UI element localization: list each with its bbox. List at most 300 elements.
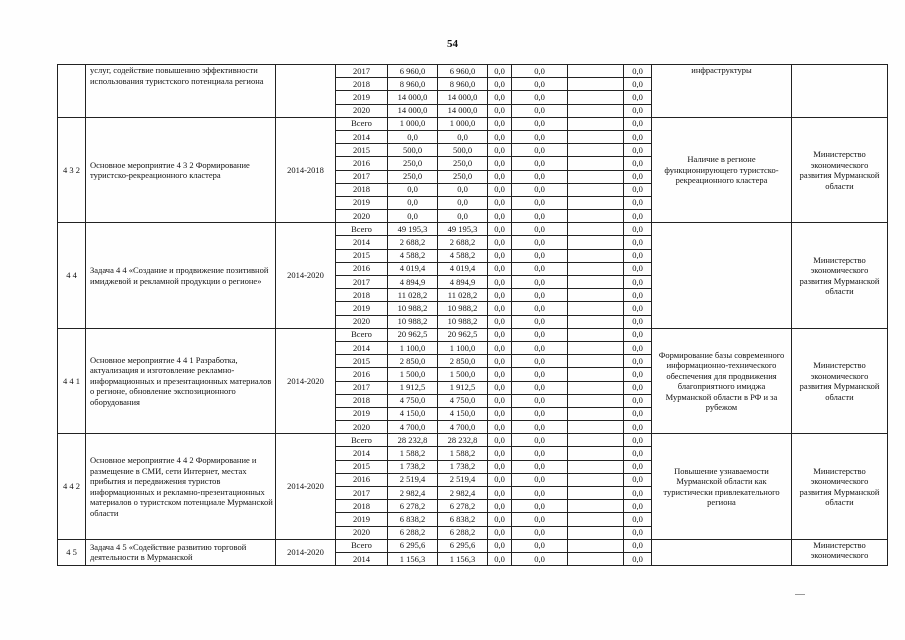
extra-budget-cell: 0,0 [624,302,652,315]
extra-budget-cell: 0,0 [624,144,652,157]
federal-budget-cell: 0,0 [488,368,512,381]
total-cell: 1 912,5 [388,381,438,394]
regional-budget-cell: 14 000,0 [438,91,488,104]
year-cell: 2019 [336,513,388,526]
spacer-cell [568,328,624,341]
table-row [58,117,888,130]
total-cell: 6 838,2 [388,513,438,526]
spacer-cell [568,262,624,275]
regional-budget-cell: 6 960,0 [438,65,488,78]
federal-budget-cell: 0,0 [488,117,512,130]
local-budget-cell: 0,0 [512,368,568,381]
local-budget-cell: 0,0 [512,381,568,394]
spacer-cell [568,223,624,236]
total-cell: 6 278,2 [388,500,438,513]
measure-code-cell: 4 4 2 [58,434,86,540]
federal-budget-cell: 0,0 [488,170,512,183]
total-cell: 0,0 [388,196,438,209]
spacer-cell [568,144,624,157]
expected-result-cell [652,539,792,565]
period-cell: 2014-2020 [276,328,336,434]
total-cell: 28 232,8 [388,434,438,447]
table-row [58,328,888,341]
total-cell: 6 288,2 [388,526,438,539]
year-cell: 2017 [336,487,388,500]
local-budget-cell: 0,0 [512,552,568,565]
local-budget-cell: 0,0 [512,65,568,78]
total-cell: 11 028,2 [388,289,438,302]
year-cell: 2015 [336,460,388,473]
regional-budget-cell: 6 295,6 [438,539,488,552]
total-cell: 4 150,0 [388,407,438,420]
total-cell: 1 100,0 [388,341,438,354]
measure-name-cell: услуг, содействие повышению эффективности использования туристского потенциала региона [86,65,276,118]
federal-budget-cell: 0,0 [488,355,512,368]
executor-cell: Министерство экономического развития Мурманской области [792,328,888,434]
local-budget-cell: 0,0 [512,130,568,143]
extra-budget-cell: 0,0 [624,78,652,91]
federal-budget-cell: 0,0 [488,552,512,565]
total-cell: 2 519,4 [388,473,438,486]
spacer-cell [568,302,624,315]
total-cell: 1 000,0 [388,117,438,130]
spacer-cell [568,355,624,368]
year-cell: Всего [336,539,388,552]
regional-budget-cell: 1 588,2 [438,447,488,460]
table-row [58,223,888,236]
spacer-cell [568,341,624,354]
total-cell: 250,0 [388,157,438,170]
local-budget-cell: 0,0 [512,473,568,486]
page-number: 54 [447,38,458,50]
federal-budget-cell: 0,0 [488,539,512,552]
extra-budget-cell: 0,0 [624,447,652,460]
year-cell: 2018 [336,394,388,407]
executor-cell: Министерство экономического развития Мурманской области [792,434,888,540]
extra-budget-cell: 0,0 [624,170,652,183]
total-cell: 250,0 [388,170,438,183]
federal-budget-cell: 0,0 [488,65,512,78]
year-cell: 2014 [336,236,388,249]
local-budget-cell: 0,0 [512,539,568,552]
extra-budget-cell: 0,0 [624,460,652,473]
federal-budget-cell: 0,0 [488,249,512,262]
federal-budget-cell: 0,0 [488,130,512,143]
spacer-cell [568,407,624,420]
extra-budget-cell: 0,0 [624,328,652,341]
regional-budget-cell: 4 750,0 [438,394,488,407]
measure-code-cell: 4 4 1 [58,328,86,434]
local-budget-cell: 0,0 [512,170,568,183]
regional-budget-cell: 1 912,5 [438,381,488,394]
spacer-cell [568,276,624,289]
local-budget-cell: 0,0 [512,407,568,420]
local-budget-cell: 0,0 [512,183,568,196]
regional-budget-cell: 4 700,0 [438,421,488,434]
regional-budget-cell: 0,0 [438,196,488,209]
regional-budget-cell: 250,0 [438,170,488,183]
extra-budget-cell: 0,0 [624,341,652,354]
year-cell: 2014 [336,341,388,354]
expected-result-cell: Повышение узнаваемости Мурманской области как туристически привлекательного региона [652,434,792,540]
federal-budget-cell: 0,0 [488,183,512,196]
federal-budget-cell: 0,0 [488,460,512,473]
total-cell: 4 894,9 [388,276,438,289]
year-cell: Всего [336,117,388,130]
period-cell: 2014-2020 [276,539,336,565]
table-row [58,434,888,447]
spacer-cell [568,130,624,143]
total-cell: 10 988,2 [388,302,438,315]
federal-budget-cell: 0,0 [488,421,512,434]
local-budget-cell: 0,0 [512,249,568,262]
spacer-cell [568,289,624,302]
federal-budget-cell: 0,0 [488,447,512,460]
regional-budget-cell: 4 019,4 [438,262,488,275]
regional-budget-cell: 0,0 [438,130,488,143]
federal-budget-cell: 0,0 [488,487,512,500]
local-budget-cell: 0,0 [512,117,568,130]
total-cell: 4 588,2 [388,249,438,262]
local-budget-cell: 0,0 [512,513,568,526]
local-budget-cell: 0,0 [512,500,568,513]
measure-code-cell: 4 5 [58,539,86,565]
federal-budget-cell: 0,0 [488,526,512,539]
measure-name-cell: Основное мероприятие 4 4 2 Формирование и размещение в СМИ, сети Интернет, местах прибытия и передвижения туристов информационных и рекламно-презентационных материалов о туристском потенциале Мурманской области [86,434,276,540]
spacer-cell [568,500,624,513]
total-cell: 20 962,5 [388,328,438,341]
extra-budget-cell: 0,0 [624,473,652,486]
local-budget-cell: 0,0 [512,315,568,328]
local-budget-cell: 0,0 [512,144,568,157]
extra-budget-cell: 0,0 [624,236,652,249]
year-cell: 2018 [336,289,388,302]
extra-budget-cell: 0,0 [624,104,652,117]
spacer-cell [568,315,624,328]
year-cell: 2016 [336,473,388,486]
year-cell: 2020 [336,315,388,328]
extra-budget-cell: 0,0 [624,289,652,302]
extra-budget-cell: 0,0 [624,513,652,526]
federal-budget-cell: 0,0 [488,144,512,157]
total-cell: 49 195,3 [388,223,438,236]
total-cell: 2 688,2 [388,236,438,249]
federal-budget-cell: 0,0 [488,328,512,341]
year-cell: 2016 [336,262,388,275]
measure-code-cell [58,65,86,118]
federal-budget-cell: 0,0 [488,381,512,394]
federal-budget-cell: 0,0 [488,500,512,513]
federal-budget-cell: 0,0 [488,223,512,236]
program-measures-table [57,64,888,566]
year-cell: 2015 [336,144,388,157]
regional-budget-cell: 6 838,2 [438,513,488,526]
spacer-cell [568,394,624,407]
federal-budget-cell: 0,0 [488,394,512,407]
federal-budget-cell: 0,0 [488,513,512,526]
local-budget-cell: 0,0 [512,210,568,223]
executor-cell [792,65,888,118]
extra-budget-cell: 0,0 [624,394,652,407]
spacer-cell [568,91,624,104]
spacer-cell [568,78,624,91]
federal-budget-cell: 0,0 [488,289,512,302]
measure-name-cell: Основное мероприятие 4 3 2 Формирование туристско-рекреационного кластера [86,117,276,223]
regional-budget-cell: 1 156,3 [438,552,488,565]
local-budget-cell: 0,0 [512,328,568,341]
year-cell: 2019 [336,91,388,104]
measure-code-cell: 4 4 [58,223,86,329]
federal-budget-cell: 0,0 [488,196,512,209]
spacer-cell [568,183,624,196]
total-cell: 0,0 [388,183,438,196]
extra-budget-cell: 0,0 [624,276,652,289]
extra-budget-cell: 0,0 [624,183,652,196]
year-cell: 2018 [336,78,388,91]
regional-budget-cell: 2 688,2 [438,236,488,249]
local-budget-cell: 0,0 [512,276,568,289]
year-cell: 2015 [336,249,388,262]
year-cell: 2017 [336,170,388,183]
total-cell: 14 000,0 [388,91,438,104]
spacer-cell [568,65,624,78]
regional-budget-cell: 4 894,9 [438,276,488,289]
local-budget-cell: 0,0 [512,302,568,315]
year-cell: 2017 [336,276,388,289]
executor-cell: Министерство экономического развития Мурманской области [792,117,888,223]
federal-budget-cell: 0,0 [488,434,512,447]
measure-name-cell: Задача 4 5 «Содействие развитию торговой деятельности в Мурманской [86,539,276,565]
regional-budget-cell: 500,0 [438,144,488,157]
year-cell: 2019 [336,196,388,209]
spacer-cell [568,381,624,394]
federal-budget-cell: 0,0 [488,157,512,170]
regional-budget-cell: 10 988,2 [438,302,488,315]
spacer-cell [568,104,624,117]
local-budget-cell: 0,0 [512,447,568,460]
expected-result-cell: Наличие в регионе функционирующего туристско-рекреационного кластера [652,117,792,223]
regional-budget-cell: 2 519,4 [438,473,488,486]
local-budget-cell: 0,0 [512,104,568,117]
local-budget-cell: 0,0 [512,196,568,209]
local-budget-cell: 0,0 [512,236,568,249]
total-cell: 8 960,0 [388,78,438,91]
total-cell: 10 988,2 [388,315,438,328]
spacer-cell [568,552,624,565]
scan-mark [795,594,805,595]
measure-name-cell: Основное мероприятие 4 4 1 Разработка, актуализация и изготовление рекламно-информационных и презентационных материалов о регионе, обновление экспозиционного оборудования [86,328,276,434]
year-cell: Всего [336,223,388,236]
total-cell: 4 700,0 [388,421,438,434]
total-cell: 4 019,4 [388,262,438,275]
regional-budget-cell: 20 962,5 [438,328,488,341]
local-budget-cell: 0,0 [512,223,568,236]
federal-budget-cell: 0,0 [488,315,512,328]
regional-budget-cell: 0,0 [438,210,488,223]
local-budget-cell: 0,0 [512,526,568,539]
year-cell: Всего [336,434,388,447]
local-budget-cell: 0,0 [512,355,568,368]
year-cell: 2020 [336,526,388,539]
federal-budget-cell: 0,0 [488,262,512,275]
local-budget-cell: 0,0 [512,487,568,500]
extra-budget-cell: 0,0 [624,91,652,104]
total-cell: 2 850,0 [388,355,438,368]
local-budget-cell: 0,0 [512,157,568,170]
year-cell: Всего [336,328,388,341]
regional-budget-cell: 4 588,2 [438,249,488,262]
federal-budget-cell: 0,0 [488,91,512,104]
total-cell: 500,0 [388,144,438,157]
executor-cell: Министерство экономического развития Мурманской области [792,223,888,329]
year-cell: 2017 [336,65,388,78]
spacer-cell [568,434,624,447]
extra-budget-cell: 0,0 [624,539,652,552]
spacer-cell [568,196,624,209]
regional-budget-cell: 6 288,2 [438,526,488,539]
local-budget-cell: 0,0 [512,421,568,434]
extra-budget-cell: 0,0 [624,500,652,513]
year-cell: 2016 [336,157,388,170]
regional-budget-cell: 1 500,0 [438,368,488,381]
extra-budget-cell: 0,0 [624,421,652,434]
total-cell: 2 982,4 [388,487,438,500]
total-cell: 0,0 [388,210,438,223]
federal-budget-cell: 0,0 [488,78,512,91]
year-cell: 2019 [336,302,388,315]
expected-result-cell [652,223,792,329]
extra-budget-cell: 0,0 [624,157,652,170]
spacer-cell [568,526,624,539]
federal-budget-cell: 0,0 [488,104,512,117]
local-budget-cell: 0,0 [512,434,568,447]
regional-budget-cell: 0,0 [438,183,488,196]
year-cell: 2015 [336,355,388,368]
year-cell: 2018 [336,183,388,196]
federal-budget-cell: 0,0 [488,407,512,420]
extra-budget-cell: 0,0 [624,381,652,394]
regional-budget-cell: 1 100,0 [438,341,488,354]
local-budget-cell: 0,0 [512,289,568,302]
extra-budget-cell: 0,0 [624,526,652,539]
total-cell: 1 156,3 [388,552,438,565]
regional-budget-cell: 2 850,0 [438,355,488,368]
executor-cell: Министерство экономического [792,539,888,565]
year-cell: 2016 [336,368,388,381]
federal-budget-cell: 0,0 [488,302,512,315]
federal-budget-cell: 0,0 [488,236,512,249]
total-cell: 0,0 [388,130,438,143]
local-budget-cell: 0,0 [512,460,568,473]
spacer-cell [568,447,624,460]
total-cell: 6 960,0 [388,65,438,78]
measure-code-cell: 4 3 2 [58,117,86,223]
table-row [58,65,888,78]
extra-budget-cell: 0,0 [624,368,652,381]
spacer-cell [568,170,624,183]
spacer-cell [568,487,624,500]
extra-budget-cell: 0,0 [624,65,652,78]
regional-budget-cell: 6 278,2 [438,500,488,513]
spacer-cell [568,157,624,170]
spacer-cell [568,368,624,381]
federal-budget-cell: 0,0 [488,210,512,223]
year-cell: 2020 [336,104,388,117]
extra-budget-cell: 0,0 [624,223,652,236]
table-body [58,65,888,566]
regional-budget-cell: 10 988,2 [438,315,488,328]
total-cell: 6 295,6 [388,539,438,552]
extra-budget-cell: 0,0 [624,196,652,209]
regional-budget-cell: 1 738,2 [438,460,488,473]
total-cell: 14 000,0 [388,104,438,117]
year-cell: 2018 [336,500,388,513]
year-cell: 2019 [336,407,388,420]
extra-budget-cell: 0,0 [624,434,652,447]
total-cell: 1 500,0 [388,368,438,381]
total-cell: 1 738,2 [388,460,438,473]
expected-result-cell: инфраструктуры [652,65,792,118]
regional-budget-cell: 4 150,0 [438,407,488,420]
local-budget-cell: 0,0 [512,91,568,104]
spacer-cell [568,460,624,473]
local-budget-cell: 0,0 [512,394,568,407]
spacer-cell [568,421,624,434]
federal-budget-cell: 0,0 [488,473,512,486]
total-cell: 1 588,2 [388,447,438,460]
expected-result-cell: Формирование базы современного информационно-технического обеспечения для продвижения благоприятного имиджа Мурманской области в РФ и за рубежом [652,328,792,434]
extra-budget-cell: 0,0 [624,210,652,223]
local-budget-cell: 0,0 [512,341,568,354]
year-cell: 2014 [336,130,388,143]
extra-budget-cell: 0,0 [624,355,652,368]
extra-budget-cell: 0,0 [624,407,652,420]
regional-budget-cell: 250,0 [438,157,488,170]
regional-budget-cell: 11 028,2 [438,289,488,302]
regional-budget-cell: 28 232,8 [438,434,488,447]
year-cell: 2014 [336,447,388,460]
spacer-cell [568,513,624,526]
period-cell [276,65,336,118]
spacer-cell [568,236,624,249]
year-cell: 2017 [336,381,388,394]
extra-budget-cell: 0,0 [624,487,652,500]
extra-budget-cell: 0,0 [624,249,652,262]
spacer-cell [568,117,624,130]
regional-budget-cell: 2 982,4 [438,487,488,500]
spacer-cell [568,539,624,552]
extra-budget-cell: 0,0 [624,315,652,328]
period-cell: 2014-2020 [276,434,336,540]
period-cell: 2014-2018 [276,117,336,223]
extra-budget-cell: 0,0 [624,130,652,143]
period-cell: 2014-2020 [276,223,336,329]
regional-budget-cell: 14 000,0 [438,104,488,117]
extra-budget-cell: 0,0 [624,552,652,565]
year-cell: 2020 [336,210,388,223]
regional-budget-cell: 1 000,0 [438,117,488,130]
extra-budget-cell: 0,0 [624,117,652,130]
year-cell: 2020 [336,421,388,434]
regional-budget-cell: 49 195,3 [438,223,488,236]
local-budget-cell: 0,0 [512,78,568,91]
spacer-cell [568,473,624,486]
table-row [58,539,888,552]
spacer-cell [568,249,624,262]
regional-budget-cell: 8 960,0 [438,78,488,91]
year-cell: 2014 [336,552,388,565]
extra-budget-cell: 0,0 [624,262,652,275]
